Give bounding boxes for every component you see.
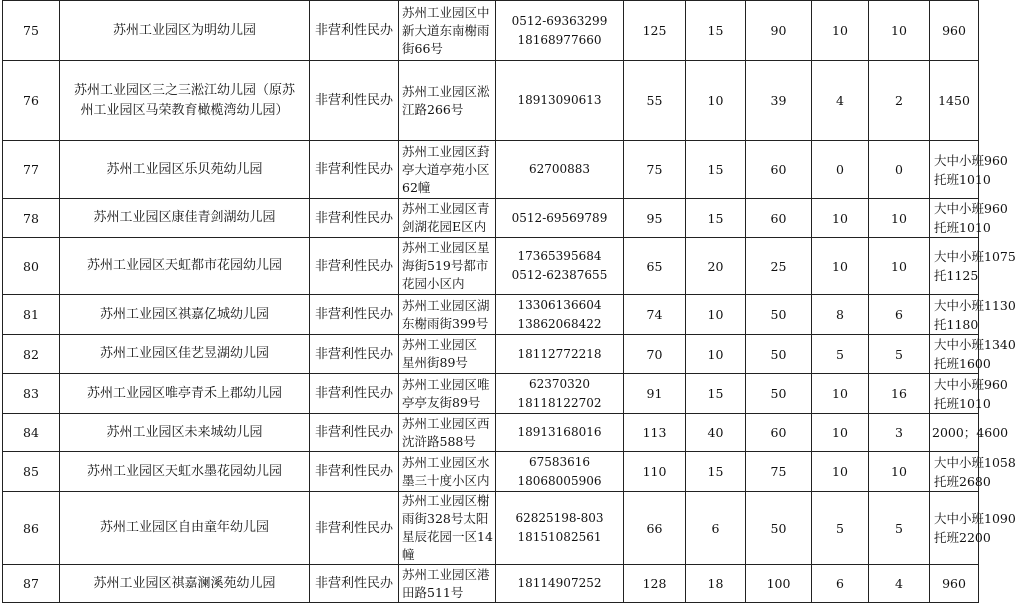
phone-line: 17365395684 [517,249,602,263]
phone-line: 13862068422 [517,316,602,331]
kindergarten-name-line: 苏州工业园区乐贝苑幼儿园 [106,161,263,177]
count-5: 5 [869,492,930,565]
count-4: 10 [812,238,869,295]
address-line: 田路511号 [402,584,464,600]
phone [496,335,624,374]
count-5: 16 [869,374,930,414]
operation-type: 非营利性民办 [310,565,399,603]
count-1: 74 [624,295,686,335]
kindergarten-name-line: 苏州工业园区自由童年幼儿园 [99,520,269,535]
count-1: 125 [624,1,686,61]
address [399,374,496,414]
kindergarten-table [2,0,1016,603]
count-5: 10 [869,1,930,61]
address [399,199,496,238]
operation-type: 非营利性民办 [310,295,399,335]
count-3: 60 [746,199,812,238]
count-5: 10 [869,452,930,492]
address-line: 亭亭友街89号 [402,394,481,410]
kindergarten-name-line: 苏州工业园区未来城幼儿园 [106,424,263,440]
count-4: 5 [812,335,869,374]
table-row [3,295,979,335]
count-2: 15 [686,141,746,199]
row-number: 85 [3,452,60,492]
kindergarten-name [60,1,310,61]
kindergarten-name [60,335,310,374]
address [399,1,496,61]
count-3: 60 [746,141,812,199]
kindergarten-name [60,414,310,452]
fee-line: 托班1600 [934,356,991,371]
address [399,61,496,141]
count-3: 50 [746,335,812,374]
count-5: 5 [869,335,930,374]
address-line: 沈浒路588号 [402,433,476,449]
operation-type: 非营利性民办 [310,335,399,374]
count-1: 95 [624,199,686,238]
address-line: 新大道东南榭雨 [402,22,490,38]
address-line: 苏州工业园区星 [402,240,490,255]
count-1: 70 [624,335,686,374]
count-1: 128 [624,565,686,603]
operation-type: 非营利性民办 [310,492,399,565]
phone-line: 18168977660 [517,32,602,47]
count-3: 50 [746,295,812,335]
phone-line: 18913090613 [517,93,602,107]
kindergarten-name-line: 苏州工业园区为明幼儿园 [112,22,256,38]
fee-line: 1450 [938,93,970,108]
address-line: 苏州工业园区葑 [402,143,490,159]
kindergarten-name-line: 苏州工业园区三之三淞江幼儿园（原苏 [73,82,295,98]
table-row [3,452,979,492]
fee-line: 托班1010 [934,395,991,411]
table-row [3,238,979,295]
phone-line: 18118122702 [517,395,602,410]
fee [930,1,979,61]
address [399,452,496,492]
row-number: 86 [3,492,60,565]
phone-line: 18112772218 [517,346,602,361]
kindergarten-name-line: 州工业园区马荣教育橄榄湾幼儿园） [80,102,289,118]
count-3: 60 [746,414,812,452]
row-number: 87 [3,565,60,603]
address-line: 苏州工业园区唯 [402,376,490,392]
address-line: 星辰花园一区14 [402,529,493,544]
count-3: 50 [746,374,812,414]
kindergarten-name [60,199,310,238]
count-2: 15 [686,199,746,238]
address-line: 东榭雨街399号 [402,315,489,331]
count-1: 113 [624,414,686,452]
count-2: 40 [686,414,746,452]
fee-line: 960 [942,23,966,38]
count-5: 2 [869,61,930,141]
address-line: 亭大道亭苑小区 [402,161,490,177]
kindergarten-name-line: 苏州工业园区佳艺昱湖幼儿园 [99,346,269,361]
count-2: 15 [686,452,746,492]
address-line: 苏州工业园区西 [402,415,490,431]
fee-line: 2000；4600 [932,425,1009,440]
count-4: 10 [812,1,869,61]
phone [496,199,624,238]
row-number: 83 [3,374,60,414]
address-line: 墨三十度小区内 [402,472,490,488]
address-line: 苏州工业园区青 [402,201,490,216]
count-2: 18 [686,565,746,603]
address-line: 幢 [402,547,415,562]
fee-line: 大中小班1340 [934,337,1016,352]
kindergarten-name [60,565,310,603]
address [399,238,496,295]
fee-line: 大中小班960 [934,201,1008,216]
row-number: 78 [3,199,60,238]
kindergarten-name [60,61,310,141]
phone-line: 0512-69569789 [511,210,608,225]
address-line: 苏州工业园区榭 [402,493,490,508]
phone [496,492,624,565]
row-number: 75 [3,1,60,61]
row-number: 81 [3,295,60,335]
fee-line: 托班1010 [934,220,991,235]
table-row [3,141,979,199]
table-row [3,199,979,238]
count-4: 6 [812,565,869,603]
count-1: 110 [624,452,686,492]
phone [496,374,624,414]
count-2: 10 [686,335,746,374]
fee-line: 托班2680 [934,473,991,489]
row-number: 84 [3,414,60,452]
table-row [3,61,979,141]
kindergarten-name [60,238,310,295]
phone-line: 13306136604 [517,297,602,312]
phone [496,1,624,61]
fee-line: 大中小班1075 [934,249,1016,264]
operation-type: 非营利性民办 [310,61,399,141]
phone-line: 67583616 [528,454,591,469]
phone [496,141,624,199]
row-number: 77 [3,141,60,199]
fee-line: 托班2200 [934,530,991,545]
address-line: 苏州工业园区淞 [402,83,490,99]
count-4: 0 [812,141,869,199]
operation-type: 非营利性民办 [310,141,399,199]
count-5: 10 [869,238,930,295]
kindergarten-name [60,452,310,492]
operation-type: 非营利性民办 [310,374,399,414]
count-4: 10 [812,374,869,414]
kindergarten-name-line: 苏州工业园区祺嘉澜溪苑幼儿园 [93,575,276,591]
phone [496,565,624,603]
count-5: 0 [869,141,930,199]
phone-line: 18151082561 [517,530,602,544]
count-3: 39 [746,61,812,141]
kindergarten-name [60,141,310,199]
table-row [3,1,979,61]
count-4: 4 [812,61,869,141]
row-number: 80 [3,238,60,295]
phone [496,295,624,335]
table-row [3,335,979,374]
row-number: 82 [3,335,60,374]
fee-line: 960 [942,576,966,591]
fee-line: 大中小班960 [934,152,1008,168]
phone [496,61,624,141]
kindergarten-name-line: 苏州工业园区天虹都市花园幼儿园 [86,258,282,273]
fee [930,492,1016,565]
address-line: 苏州工业园区 [402,337,478,352]
count-2: 15 [686,374,746,414]
phone-line: 18913168016 [517,425,602,439]
phone-line: 0512-62387655 [511,268,608,282]
address-line: 62幢 [402,179,431,195]
address-line: 苏州工业园区港 [402,566,490,582]
address [399,335,496,374]
count-2: 10 [686,295,746,335]
phone [496,452,624,492]
operation-type: 非营利性民办 [310,1,399,61]
fee [930,141,1008,199]
fee [930,335,1016,374]
address-line: 花园小区内 [402,276,465,291]
count-3: 75 [746,452,812,492]
address [399,295,496,335]
phone-line: 18114907252 [517,576,602,590]
kindergarten-name-line: 苏州工业园区祺嘉亿城幼儿园 [99,306,269,322]
count-4: 10 [812,452,869,492]
count-5: 6 [869,295,930,335]
phone [496,238,624,295]
address-line: 雨街328号太阳 [402,511,489,526]
count-1: 55 [624,61,686,141]
count-2: 6 [686,492,746,565]
address-line: 江路266号 [402,101,464,117]
fee-line: 大中小班960 [934,376,1008,392]
kindergarten-name-line: 苏州工业园区唯亭青禾上郡幼儿园 [86,385,282,401]
fee-line: 托班1010 [934,171,991,187]
count-2: 10 [686,61,746,141]
count-3: 90 [746,1,812,61]
operation-type: 非营利性民办 [310,452,399,492]
kindergarten-name [60,492,310,565]
table-row [3,414,979,452]
fee-line: 大中小班1058 [934,454,1016,470]
count-5: 10 [869,199,930,238]
address-line: 苏州工业园区中 [402,4,490,20]
phone-line: 18068005906 [517,473,602,488]
address [399,414,496,452]
count-2: 15 [686,1,746,61]
count-4: 10 [812,199,869,238]
address [399,565,496,603]
count-3: 50 [746,492,812,565]
address-line: 星州街89号 [402,355,468,370]
count-2: 20 [686,238,746,295]
count-4: 8 [812,295,869,335]
operation-type: 非营利性民办 [310,414,399,452]
count-1: 66 [624,492,686,565]
address-line: 街66号 [402,40,443,56]
kindergarten-name [60,295,310,335]
phone-line: 0512-69363299 [511,13,608,28]
count-5: 3 [869,414,930,452]
count-1: 65 [624,238,686,295]
operation-type: 非营利性民办 [310,199,399,238]
fee-line: 托1125 [934,268,979,283]
kindergarten-name-line: 苏州工业园区天虹水墨花园幼儿园 [86,463,282,479]
fee-line: 托1180 [934,316,979,332]
address-line: 苏州工业园区水 [402,454,490,470]
table-row [3,492,979,565]
count-5: 4 [869,565,930,603]
phone-line: 62825198-803 [515,511,604,525]
kindergarten-name [60,374,310,414]
fee [930,414,1009,452]
row-number: 76 [3,61,60,141]
address-line: 苏州工业园区湖 [402,297,490,313]
fee-line: 大中小班1090 [934,511,1016,526]
table-row [3,565,979,603]
phone [496,414,624,452]
fee [930,295,1016,335]
address [399,141,496,199]
fee [930,565,979,603]
fee [930,199,1008,238]
fee-line: 大中小班1130 [934,297,1016,313]
fee [930,61,979,141]
phone-line: 62370320 [528,376,591,391]
address-line: 海街519号都市 [402,258,489,273]
count-4: 10 [812,414,869,452]
fee [930,374,1008,414]
table-row [3,374,979,414]
count-1: 91 [624,374,686,414]
address-line: 剑湖花园E区内 [402,219,487,234]
fee [930,452,1016,492]
operation-type: 非营利性民办 [310,238,399,295]
fee [930,238,1016,295]
count-1: 75 [624,141,686,199]
count-3: 100 [746,565,812,603]
kindergarten-name-line: 苏州工业园区康佳青剑湖幼儿园 [93,210,276,225]
count-4: 5 [812,492,869,565]
address [399,492,496,565]
phone-line: 62700883 [528,162,591,176]
count-3: 25 [746,238,812,295]
